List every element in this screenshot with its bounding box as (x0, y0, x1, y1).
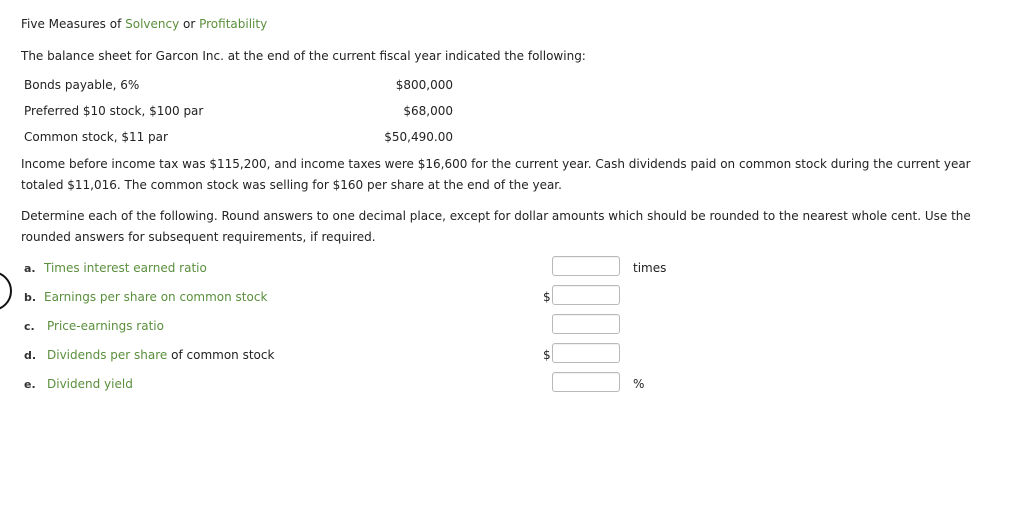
dollar-sign: $ (543, 290, 551, 304)
price-earnings-ratio-link[interactable]: Price-earnings ratio (47, 319, 164, 333)
question-e (24, 377, 133, 391)
balance-sheet-row-bonds (21, 78, 463, 104)
question-letter: a. (24, 262, 36, 275)
question-a (24, 261, 207, 275)
balance-sheet-label: Bonds payable, 6% (24, 78, 140, 92)
question-d (24, 348, 274, 362)
balance-sheet-row-common (21, 130, 463, 156)
question-suffix: of common stock (167, 348, 275, 362)
intro-text: The balance sheet for Garcon Inc. at the end of the current fiscal year indicated the following: (21, 49, 586, 63)
balance-sheet-value: $800,000 (395, 78, 453, 92)
times-interest-earned-link[interactable]: Times interest earned ratio (44, 261, 207, 275)
instructions-paragraph: Determine each of the following. Round answers to one decimal place, except for dollar amounts which should be rounded to the nearest whole cent. Use the rounded answers for subsequent requirements, if required. (21, 209, 971, 244)
times-interest-earned-input[interactable] (552, 256, 620, 276)
solvency-link[interactable]: Solvency (125, 17, 180, 31)
balance-sheet-value: $68,000 (403, 104, 453, 118)
page-title (21, 17, 267, 31)
balance-sheet-label: Preferred $10 stock, $100 par (24, 104, 204, 118)
question-b (24, 290, 267, 304)
dividends-per-share-link[interactable]: Dividends per share (47, 348, 168, 362)
dividend-yield-input[interactable] (552, 372, 620, 392)
question-letter: c. (24, 320, 35, 333)
dollar-sign: $ (543, 348, 551, 362)
question-c (24, 319, 164, 333)
cursor-arc (0, 271, 12, 311)
balance-sheet-label: Common stock, $11 par (24, 130, 168, 144)
profitability-link[interactable]: Profitability (199, 17, 268, 31)
title-prefix: Five Measures of (21, 17, 126, 31)
earnings-per-share-link[interactable]: Earnings per share on common stock (44, 290, 268, 304)
question-letter: e. (24, 378, 36, 391)
price-earnings-ratio-input[interactable] (552, 314, 620, 334)
times-unit: times (633, 261, 667, 275)
earnings-per-share-input[interactable] (552, 285, 620, 305)
dividends-per-share-input[interactable] (552, 343, 620, 363)
question-letter: b. (24, 291, 37, 304)
balance-sheet-row-preferred (21, 104, 463, 130)
balance-sheet-value: $50,490.00 (384, 130, 453, 144)
question-letter: d. (24, 349, 37, 362)
dividend-yield-link[interactable]: Dividend yield (47, 377, 133, 391)
income-paragraph: Income before income tax was $115,200, and income taxes were $16,600 for the current year. Cash dividends paid on common stock during the current year totaled $11,016. The common stock was selling for $160 per share at the end of the year. (21, 157, 971, 192)
title-middle: or (179, 17, 200, 31)
percent-unit: % (633, 377, 645, 391)
